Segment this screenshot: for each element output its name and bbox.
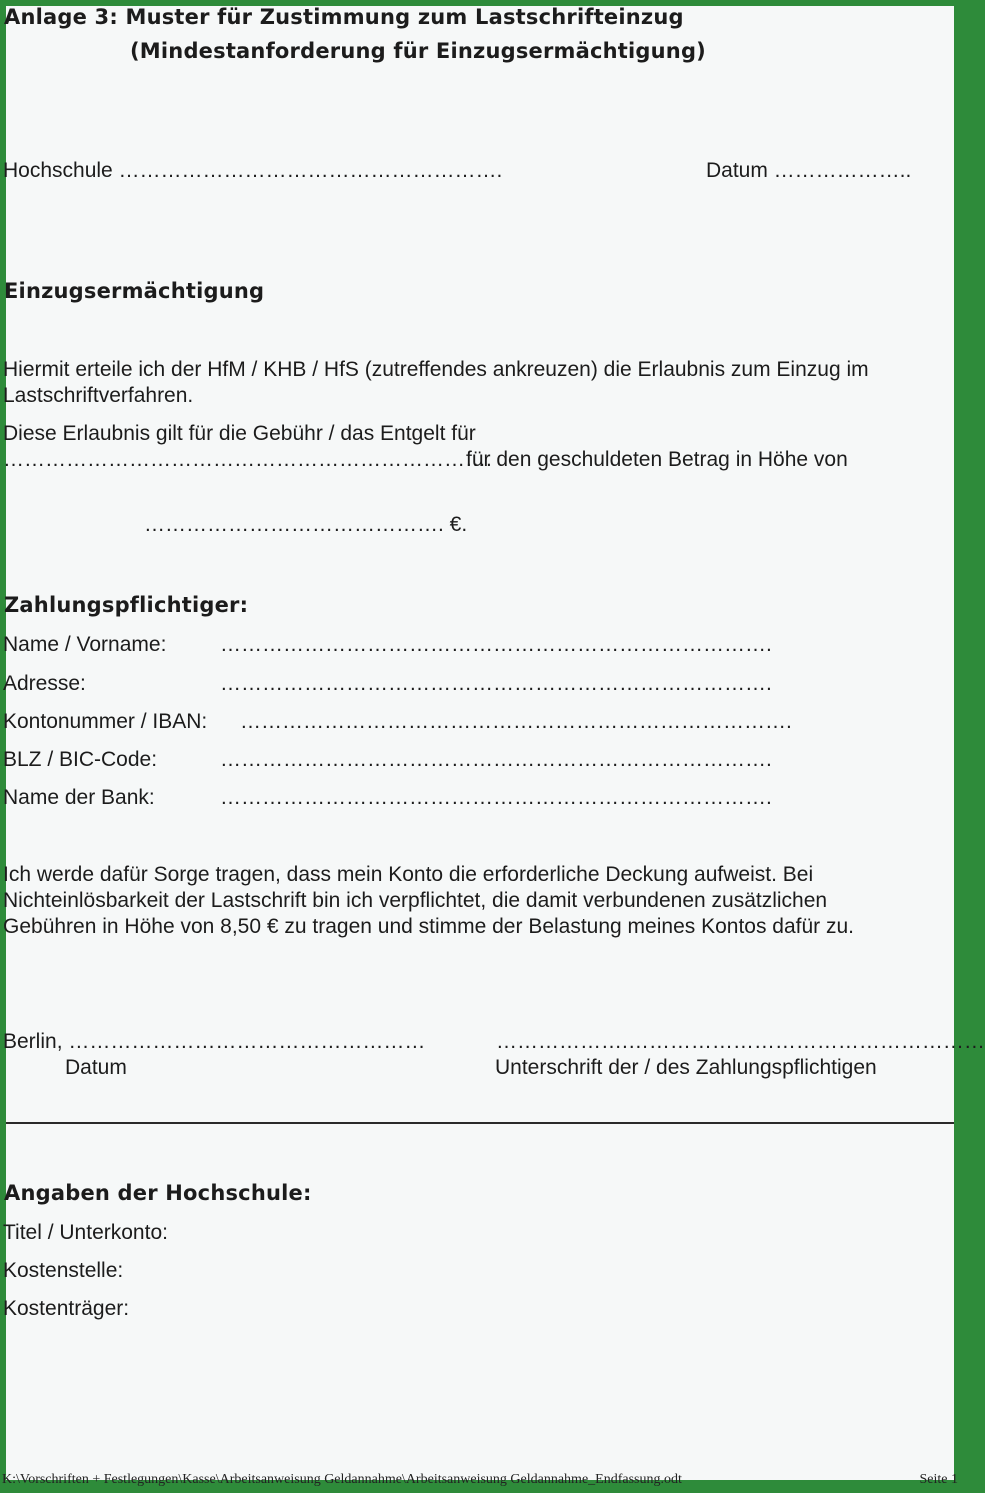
para1-line1: Hiermit erteile ich der HfM / KHB / HfS (zutreffendes ankreuzen) die Erlaubnis zum Einzug im xyxy=(3,358,869,381)
signature-date-label: Datum xyxy=(65,1056,127,1079)
heading-einzugsermaechtigung: Einzugsermächtigung xyxy=(4,279,265,303)
school-field-kostenstelle: Kostenstelle: xyxy=(3,1259,124,1282)
datum-field: Datum ……………….. xyxy=(706,159,912,182)
payer-value-iban: ……………………………………………………………………. xyxy=(240,710,792,733)
document-page xyxy=(2,5,985,1487)
para1-line2: Lastschriftverfahren. xyxy=(3,384,194,407)
declaration-line3: Gebühren in Höhe von 8,50 € zu tragen und stimme der Belastung meines Kontos dafür zu. xyxy=(3,915,855,938)
payer-label-iban: Kontonummer / IBAN: xyxy=(3,710,208,733)
signature-place: Berlin, …………………………………………… xyxy=(3,1030,426,1053)
school-field-kostentraeger: Kostenträger: xyxy=(3,1297,130,1320)
payer-label-name: Name / Vorname: xyxy=(3,633,167,656)
heading-angaben-hochschule: Angaben der Hochschule: xyxy=(4,1181,312,1205)
title-line-2: (Mindestanforderung für Einzugsermächtigung) xyxy=(130,39,706,63)
signature-line: ……………….…………………………………………… xyxy=(496,1030,985,1053)
payer-value-blz: ……………………………………………………………………. xyxy=(220,748,772,771)
payer-value-adresse: ……………………………………………………………………. xyxy=(220,672,772,695)
school-field-titel: Titel / Unterkonto: xyxy=(3,1221,168,1244)
para2-line1: Diese Erlaubnis gilt für die Gebühr / das Entgelt für xyxy=(3,422,476,445)
hochschule-field: Hochschule ………………………………………………. xyxy=(3,159,503,182)
para2-line2-right: für den geschuldeten Betrag in Höhe von xyxy=(466,448,848,471)
entgelt-field: ……………………………………………………………. xyxy=(3,448,492,471)
payer-label-adresse: Adresse: xyxy=(3,672,86,695)
declaration-line2: Nichteinlösbarkeit der Lastschrift bin ich verpflichtet, die damit verbundenen zusätzlichen xyxy=(3,889,828,912)
footer-path: K:\Vorschriften + Festlegungen\Kasse\Arbeitsanweisung Geldannahme\Arbeitsanweisung Geldannahme_Endfassung.odt xyxy=(2,1472,682,1487)
signature-label: Unterschrift der / des Zahlungspflichtigen xyxy=(495,1056,877,1079)
title-line-1: Anlage 3: Muster für Zustimmung zum Lastschrifteinzug xyxy=(4,5,684,29)
heading-zahlungspflichtiger: Zahlungspflichtiger: xyxy=(4,593,249,617)
section-divider xyxy=(6,1122,954,1124)
amount-field: ……………………………………. €. xyxy=(144,513,468,536)
footer-page-number: Seite 1 xyxy=(919,1472,958,1487)
payer-label-bank: Name der Bank: xyxy=(3,786,155,809)
payer-value-name: ……………………………………………………………………. xyxy=(220,633,772,656)
payer-label-blz: BLZ / BIC-Code: xyxy=(3,748,158,771)
payer-value-bank: ……………………………………………………………………. xyxy=(220,786,772,809)
declaration-line1: Ich werde dafür Sorge tragen, dass mein Konto die erforderliche Deckung aufweist. Bei xyxy=(3,863,814,886)
